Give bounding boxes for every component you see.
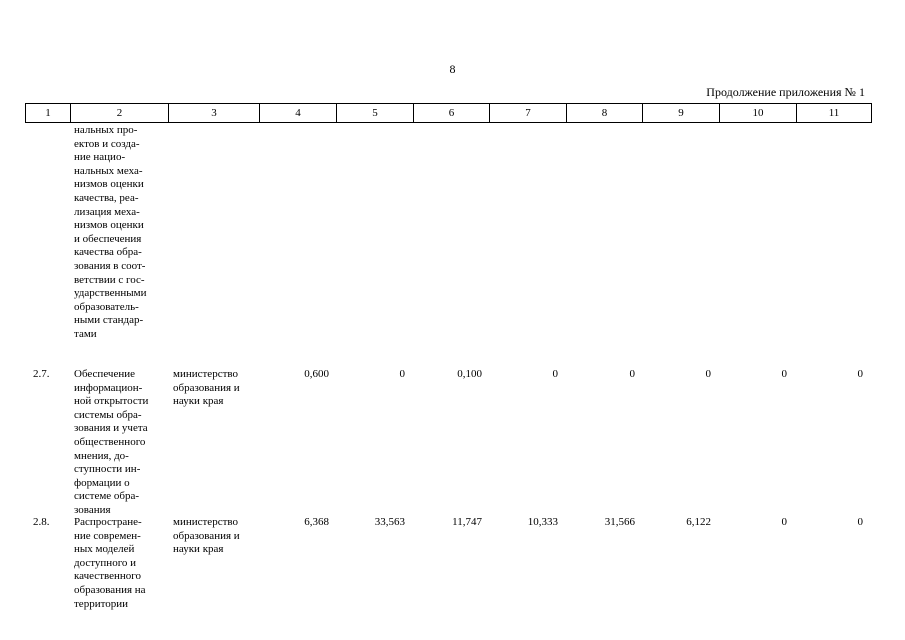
header-cell: 3 (169, 104, 260, 123)
row-value: 31,566 (604, 516, 635, 528)
row-value: 0,600 (304, 368, 329, 380)
row-name: Распростране- ние современ- ных моделей доступного и качественного образования на территории (74, 516, 146, 610)
header-cell: 9 (643, 104, 720, 123)
row-number: 2.8. (33, 516, 50, 528)
row-executor: министерство образования и науки края (173, 368, 240, 408)
header-row (26, 104, 872, 123)
header-cell: 2 (71, 104, 169, 123)
row-value: 0 (552, 368, 558, 380)
header-cell: 7 (490, 104, 567, 123)
row-name: Обеспечение информацион- ной открытости системы обра- зования и учета общественного мнения, до- ступности ин- формации о системе обра- зования (74, 368, 149, 516)
header-cell: 11 (797, 104, 872, 123)
continuation-title: Продолжение приложения № 1 (706, 85, 865, 99)
header-cell: 4 (260, 104, 337, 123)
row-value: 33,563 (374, 516, 405, 528)
column-header-table (25, 103, 872, 123)
row-value: 6,122 (686, 516, 711, 528)
row-value: 11,747 (452, 516, 482, 528)
header-cell: 6 (414, 104, 490, 123)
row-value: 0,100 (457, 368, 482, 380)
row-value: 0 (781, 516, 787, 528)
row-value: 0 (629, 368, 635, 380)
header-cell: 1 (26, 104, 71, 123)
row-executor: министерство образования и науки края (173, 516, 240, 556)
row-value: 10,333 (527, 516, 558, 528)
header-cell: 5 (337, 104, 414, 123)
continuation-text: нальных про- ектов и созда- ние нацио- нальных меха- низмов оценки качества, реа- лизация меха- низмов оценки и обеспечения качества обра- зования в соот- ветствии с гос- ударственными образователь- ными стандар- тами (74, 124, 147, 340)
row-value: 0 (399, 368, 405, 380)
header-cell: 8 (567, 104, 643, 123)
row-number: 2.7. (33, 368, 50, 380)
row-value: 0 (857, 368, 863, 380)
row-value: 0 (705, 368, 711, 380)
row-value: 6,368 (304, 516, 329, 528)
row-value: 0 (781, 368, 787, 380)
row-value: 0 (857, 516, 863, 528)
page-number: 8 (449, 62, 456, 76)
header-cell: 10 (720, 104, 797, 123)
